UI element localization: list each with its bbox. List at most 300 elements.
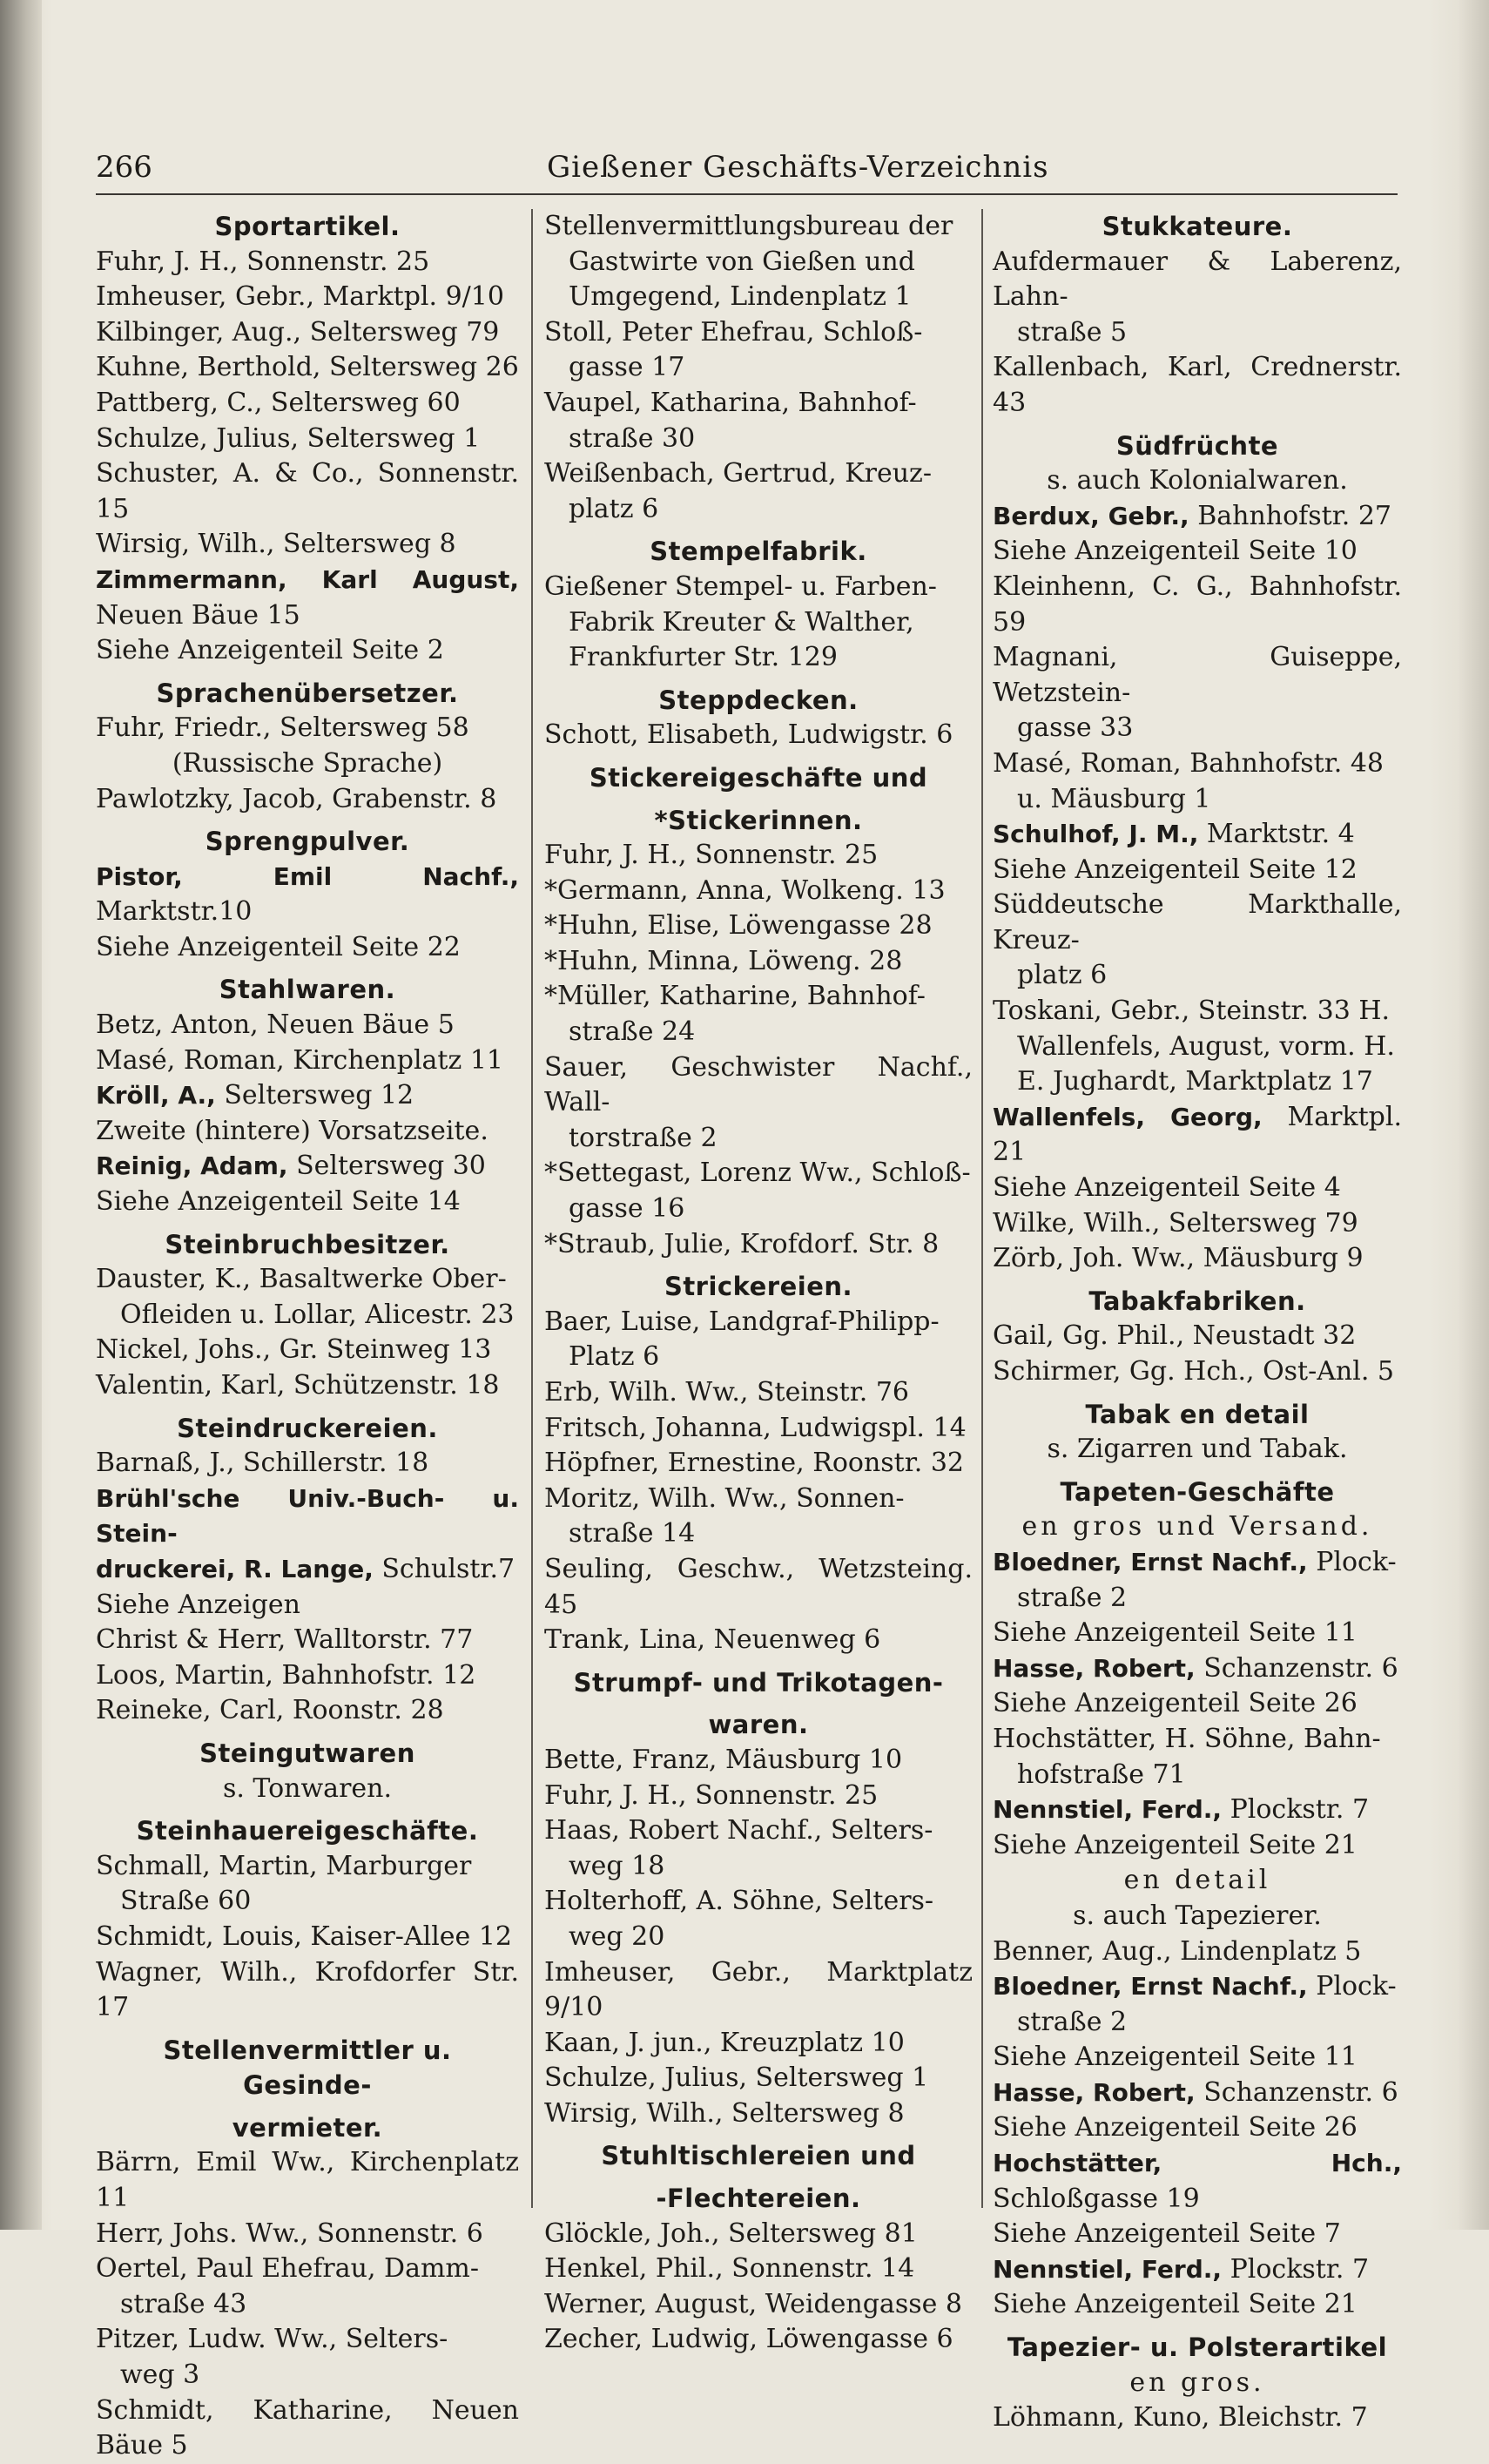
entry-text: Schott, Elisabeth, Ludwigstr. 6 xyxy=(544,719,953,751)
entry-text: Christ & Herr, Walltorstr. 77 xyxy=(96,1624,474,1656)
advert-reference: Siehe Anzeigenteil Seite 26 xyxy=(993,1688,1358,1719)
directory-entry xyxy=(993,1354,1402,1390)
entry-name-bold: Bloedner, Ernst Nachf., xyxy=(993,1547,1308,1576)
entry-line xyxy=(993,1969,1402,2005)
entry-text: Fuhr, J. H., Sonnenstr. 25 xyxy=(544,840,879,871)
advert-reference: Siehe Anzeigenteil Seite 11 xyxy=(993,1617,1358,1649)
directory-entry xyxy=(993,1319,1402,1354)
directory-entry xyxy=(993,1241,1402,1277)
entry-text: *Settegast, Lorenz Ww., Schloß- xyxy=(544,1158,971,1189)
directory-entry xyxy=(96,2217,519,2252)
entry-line xyxy=(993,1792,1402,1828)
directory-entry xyxy=(96,386,519,422)
section-heading: Stickereigeschäfte und xyxy=(589,762,928,793)
section-heading: Steingutwaren xyxy=(199,1738,415,1768)
entry-address: Bahnhofstr. 27 xyxy=(1197,500,1392,531)
entry-address: Seltersweg 12 xyxy=(224,1080,414,1111)
entry-text: Wirsig, Wilh., Seltersweg 8 xyxy=(544,2097,905,2129)
directory-entry xyxy=(544,2061,973,2096)
directory-entry xyxy=(96,350,519,386)
section-heading: Stellenvermittler u. Gesinde- xyxy=(163,2035,452,2101)
entry-line xyxy=(544,944,973,980)
entry-line xyxy=(96,782,519,818)
entry-line xyxy=(544,1156,973,1191)
entry-continuation: Frankfurter Str. 129 xyxy=(569,642,838,673)
section-note: (Russische Sprache) xyxy=(172,747,443,779)
entry-line xyxy=(96,711,519,746)
section-note: en gros. xyxy=(1129,2366,1265,2398)
directory-entry xyxy=(544,386,973,456)
section-heading: Steppdecken. xyxy=(658,685,859,715)
entry-continuation: gasse 16 xyxy=(569,1193,685,1225)
entry-name-bold: druckerei, R. Lange, xyxy=(96,1554,374,1583)
directory-entry xyxy=(96,1078,519,1114)
entry-name-bold: Zimmermann, Karl August, xyxy=(96,564,519,594)
entry-text: Fuhr, J. H., Sonnenstr. 25 xyxy=(544,1779,879,1811)
advert-reference: Siehe Anzeigenteil Seite 4 xyxy=(993,1172,1341,1204)
directory-entry xyxy=(96,1552,519,1588)
entry-line xyxy=(544,1446,973,1482)
directory-entry xyxy=(544,908,973,944)
entry-text: Schulze, Julius, Seltersweg 1 xyxy=(544,2062,929,2094)
entry-line xyxy=(544,1884,973,1920)
section-heading: Tapezier- u. Polsterartikel xyxy=(1007,2332,1388,2363)
entry-line xyxy=(544,718,973,753)
entry-continuation: Wallenfels, August, vorm. H. xyxy=(1017,1030,1395,1062)
directory-entry xyxy=(96,2145,519,2216)
directory-entry xyxy=(96,711,519,746)
entry-text: Gail, Gg. Phil., Neustadt 32 xyxy=(993,1320,1357,1352)
entry-text: Hochstätter, H. Söhne, Bahn- xyxy=(993,1723,1381,1754)
section-note: s. Tonwaren. xyxy=(222,1772,393,1804)
directory-entry xyxy=(96,2251,519,2322)
entry-line xyxy=(993,2400,1402,2436)
entry-name-bold: Hasse, Robert, xyxy=(993,1653,1196,1683)
entry-continuation: Fabrik Kreuter & Walther, xyxy=(569,606,914,638)
section-note: en detail xyxy=(1123,1865,1271,1896)
column-divider xyxy=(531,209,533,2208)
entry-line xyxy=(96,245,519,280)
advert-reference: Siehe Anzeigenteil Seite 14 xyxy=(96,1186,461,1218)
page-number: 266 xyxy=(96,150,152,185)
entry-address: Marktstr. 4 xyxy=(1206,819,1355,850)
entry-continuation: Ofleiden u. Lollar, Alicestr. 23 xyxy=(120,1299,515,1330)
directory-entry xyxy=(96,1849,519,1920)
entry-line xyxy=(993,817,1402,853)
entry-continuation: hofstraße 71 xyxy=(1017,1759,1186,1790)
directory-entry xyxy=(96,1920,519,1955)
directory-entry xyxy=(993,994,1402,1100)
section-heading: Sportartikel. xyxy=(214,212,401,241)
entry-line xyxy=(544,874,973,909)
column-divider xyxy=(981,209,983,2208)
directory-entry xyxy=(993,1100,1402,1171)
advert-reference: Siehe Anzeigenteil Seite 21 xyxy=(993,2289,1358,2320)
entry-line xyxy=(993,1206,1402,1242)
entry-text: Wilke, Wilh., Seltersweg 79 xyxy=(993,1207,1358,1239)
entry-line xyxy=(993,1354,1402,1390)
directory-entry xyxy=(544,2287,973,2323)
directory-entry xyxy=(544,2026,973,2062)
entry-line xyxy=(96,1078,519,1114)
entry-line xyxy=(96,563,519,633)
entry-text: Glöckle, Joh., Seltersweg 81 xyxy=(544,2218,918,2249)
entry-text: Sauer, Geschwister Nachf., Wall- xyxy=(544,1051,973,1118)
entry-line xyxy=(993,570,1402,640)
directory-entry xyxy=(544,1156,973,1226)
entry-continuation: straße 2 xyxy=(1017,2006,1128,2037)
directory-entry xyxy=(96,456,519,527)
entry-name-bold: Pistor, Emil Nachf., xyxy=(96,861,519,891)
directory-entry xyxy=(96,2393,519,2464)
directory-entry xyxy=(544,1227,973,1263)
directory-entry xyxy=(544,1375,973,1411)
directory-entry xyxy=(96,1149,519,1185)
entry-text: Kuhne, Berthold, Seltersweg 26 xyxy=(96,352,519,383)
directory-entry xyxy=(993,1651,1402,1687)
directory-entry xyxy=(993,1722,1402,1792)
entry-name-bold: Kröll, A., xyxy=(96,1081,216,1110)
entry-line xyxy=(544,456,973,492)
directory-entry xyxy=(993,746,1402,817)
entry-address: Plockstr. 7 xyxy=(1230,1794,1370,1826)
entry-line xyxy=(993,1545,1402,1581)
directory-entry xyxy=(96,2322,519,2393)
entry-text: Benner, Aug., Lindenplatz 5 xyxy=(993,1935,1362,1967)
directory-entry xyxy=(96,1446,519,1482)
section-heading: Stuhltischlereien und xyxy=(601,2141,916,2171)
entry-text: Barnaß, J., Schillerstr. 18 xyxy=(96,1448,429,1479)
entry-line xyxy=(544,1813,973,1849)
section-note: s. Zigarren und Tabak. xyxy=(1047,1434,1348,1465)
entry-text: Pawlotzky, Jacob, Grabenstr. 8 xyxy=(96,783,497,814)
column-2 xyxy=(544,209,973,2358)
entry-continuation: u. Mäusburg 1 xyxy=(1017,783,1211,814)
entry-text: Nickel, Johs., Gr. Steinweg 13 xyxy=(96,1334,492,1366)
entry-line xyxy=(993,640,1402,711)
entry-continuation: Gastwirte von Gießen und xyxy=(569,246,915,277)
advert-reference: Siehe Anzeigenteil Seite 10 xyxy=(993,536,1358,567)
entry-line xyxy=(993,746,1402,782)
book-gutter xyxy=(0,0,42,2230)
directory-entry xyxy=(544,2322,973,2358)
entry-line xyxy=(96,456,519,527)
entry-continuation: straße 24 xyxy=(569,1016,696,1048)
entry-line xyxy=(96,2145,519,2216)
entry-line xyxy=(544,570,973,605)
entry-line xyxy=(993,1100,1402,1171)
entry-text: Kilbinger, Aug., Seltersweg 79 xyxy=(96,316,500,348)
directory-entry xyxy=(544,874,973,909)
section-heading: Stahlwaren. xyxy=(219,975,396,1005)
section-heading: Strumpf- und Trikotagen- xyxy=(573,1667,944,1698)
directory-entry xyxy=(96,1693,519,1729)
directory-entry xyxy=(993,1206,1402,1242)
entry-text: Kallenbach, Karl, Crednerstr. 43 xyxy=(993,352,1402,418)
section-heading: -Flechtereien. xyxy=(656,2184,861,2214)
entry-address: Schulstr.7 xyxy=(381,1553,515,1584)
directory-entry xyxy=(96,1043,519,1079)
entry-line xyxy=(993,350,1402,421)
entry-name-bold: Nennstiel, Ferd., xyxy=(993,2254,1223,2284)
entry-line xyxy=(993,1722,1402,1758)
entry-line xyxy=(96,1552,519,1588)
directory-entry xyxy=(96,1262,519,1333)
section-heading: Tabakfabriken. xyxy=(1088,1286,1306,1316)
entry-text: Holterhoff, A. Söhne, Selters- xyxy=(544,1886,934,1917)
entry-text: Toskani, Gebr., Steinstr. 33 H. xyxy=(993,996,1391,1027)
entry-name-bold: Bloedner, Ernst Nachf., xyxy=(993,1972,1308,2002)
directory-entry xyxy=(993,2400,1402,2436)
entry-continuation: gasse 17 xyxy=(569,352,685,383)
directory-entry xyxy=(993,1969,1402,2040)
entry-line xyxy=(544,2061,973,2096)
directory-entry xyxy=(544,2251,973,2287)
directory-entry xyxy=(96,315,519,351)
entry-text: Kleinhenn, C. G., Bahnhofstr. 59 xyxy=(993,570,1402,638)
entry-line xyxy=(96,1149,519,1185)
directory-entry xyxy=(993,570,1402,640)
section-heading: Tabak en detail xyxy=(1085,1399,1310,1429)
entry-continuation: straße 2 xyxy=(1017,1582,1128,1613)
entry-text: Masé, Roman, Bahnhofstr. 48 xyxy=(993,747,1385,779)
section-note: s. auch Kolonialwaren. xyxy=(1047,465,1348,496)
directory-entry xyxy=(544,979,973,1050)
entry-line xyxy=(544,838,973,874)
entry-line xyxy=(544,979,973,1015)
entry-name-bold: Schulhof, J. M., xyxy=(993,820,1199,849)
entry-text: Trank, Lina, Neuenweg 6 xyxy=(544,1624,881,1656)
directory-entry xyxy=(993,499,1402,535)
directory-entry xyxy=(993,888,1402,994)
directory-entry xyxy=(96,1955,519,2026)
advert-reference: Siehe Anzeigenteil Seite 2 xyxy=(96,635,444,666)
entry-text: *Müller, Katharine, Bahnhof- xyxy=(544,981,926,1012)
advert-reference: Siehe Anzeigenteil Seite 21 xyxy=(993,1829,1358,1860)
entry-continuation: straße 14 xyxy=(569,1518,696,1549)
entry-text: Vaupel, Katharina, Bahnhof- xyxy=(544,387,917,418)
directory-entry xyxy=(993,1934,1402,1970)
directory-entry xyxy=(544,838,973,874)
directory-entry xyxy=(96,422,519,457)
entry-continuation: Straße 60 xyxy=(120,1886,252,1917)
directory-entry xyxy=(544,944,973,980)
directory-entry xyxy=(544,1779,973,1814)
entry-line xyxy=(96,2322,519,2358)
entry-text: *Huhn, Minna, Löweng. 28 xyxy=(544,945,903,976)
directory-entry xyxy=(544,2217,973,2252)
entry-address: Plock- xyxy=(1316,1971,1397,2002)
entry-text: Kaan, J. jun., Kreuzplatz 10 xyxy=(544,2027,905,2058)
entry-text: *Huhn, Elise, Löwengasse 28 xyxy=(544,910,933,942)
header-rule xyxy=(96,193,1398,195)
entry-line xyxy=(544,1623,973,1658)
section-heading: Sprengpulver. xyxy=(205,827,410,857)
entry-name-bold: Reinig, Adam, xyxy=(96,1151,288,1181)
entry-line xyxy=(544,2217,973,2252)
entry-address: Schanzenstr. 6 xyxy=(1203,1652,1398,1684)
entry-line xyxy=(544,1050,973,1121)
entry-line xyxy=(96,280,519,315)
entry-continuation: straße 43 xyxy=(120,2288,247,2319)
section-heading: Stukkateure. xyxy=(1102,212,1293,241)
entry-text: Löhmann, Kuno, Bleichstr. 7 xyxy=(993,2402,1368,2434)
directory-entry xyxy=(993,2252,1402,2288)
section-heading: Stempelfabrik. xyxy=(650,537,867,567)
directory-entry xyxy=(544,1743,973,1779)
directory-entry xyxy=(544,1884,973,1954)
entry-text: Erb, Wilh. Ww., Steinstr. 76 xyxy=(544,1377,909,1408)
section-heading: Südfrüchte xyxy=(1115,430,1279,461)
advert-reference: Siehe Anzeigenteil Seite 11 xyxy=(993,2042,1358,2073)
entry-text: Gießener Stempel- u. Farben- xyxy=(544,570,937,602)
entry-text: *Germann, Anna, Wolkeng. 13 xyxy=(544,874,946,906)
directory-entry xyxy=(96,1368,519,1404)
running-head: Gießener Geschäfts-Verzeichnis xyxy=(547,150,1049,185)
entry-line xyxy=(96,860,519,930)
entry-address: Plockstr. 7 xyxy=(1230,2253,1370,2285)
entry-name-bold: Hasse, Robert, xyxy=(993,2077,1196,2107)
entry-line xyxy=(544,1375,973,1411)
entry-line xyxy=(544,1227,973,1263)
directory-entry xyxy=(96,1482,519,1552)
entry-text: Fuhr, J. H., Sonnenstr. 25 xyxy=(96,246,430,277)
directory-entry xyxy=(544,1813,973,1884)
column-1 xyxy=(96,209,519,2464)
entry-name-bold: Brühl'sche Univ.-Buch- u. Stein- xyxy=(96,1483,519,1549)
entry-text: Valentin, Karl, Schützenstr. 18 xyxy=(96,1370,500,1401)
entry-line xyxy=(96,1623,519,1658)
entry-text: Weißenbach, Gertrud, Kreuz- xyxy=(544,458,932,489)
entry-line xyxy=(96,1008,519,1043)
entry-line xyxy=(544,2026,973,2062)
directory-entry xyxy=(993,2076,1402,2111)
entry-continuation: gasse 33 xyxy=(1017,712,1134,744)
section-heading: Steinhauereigeschäfte. xyxy=(136,1816,479,1846)
directory-entry xyxy=(993,2146,1402,2217)
entry-line xyxy=(96,350,519,386)
entry-text: Masé, Roman, Kirchenplatz 11 xyxy=(96,1044,504,1076)
entry-line xyxy=(544,908,973,944)
directory-entry xyxy=(993,817,1402,853)
entry-address: Neuen Bäue 15 xyxy=(96,599,300,631)
directory-entry xyxy=(96,1333,519,1368)
directory-entry xyxy=(96,527,519,563)
entry-continuation: weg 3 xyxy=(120,2359,200,2391)
directory-entry xyxy=(993,640,1402,746)
entry-text: Fritsch, Johanna, Ludwigspl. 14 xyxy=(544,1412,967,1443)
entry-line xyxy=(544,1955,973,2026)
entry-text: Bärrn, Emil Ww., Kirchenplatz 11 xyxy=(96,2147,519,2214)
directory-entry xyxy=(96,1008,519,1043)
entry-text: Pitzer, Ludw. Ww., Selters- xyxy=(96,2324,448,2355)
directory-entry xyxy=(544,1955,973,2026)
entry-line xyxy=(96,1368,519,1404)
entry-line xyxy=(96,1849,519,1885)
entry-address: Marktpl. 21 xyxy=(993,1101,1402,1168)
section-heading: Steinbruchbesitzer. xyxy=(165,1229,450,1259)
entry-continuation: platz 6 xyxy=(569,493,659,524)
entry-line xyxy=(96,422,519,457)
entry-line xyxy=(544,2096,973,2132)
entry-name-bold: Nennstiel, Ferd., xyxy=(993,1795,1223,1825)
entry-line xyxy=(544,315,973,351)
column-3 xyxy=(993,209,1402,2436)
entry-text: Bette, Franz, Mäusburg 10 xyxy=(544,1744,903,1775)
entry-text: Loos, Martin, Bahnhofstr. 12 xyxy=(96,1659,476,1691)
entry-address: Seltersweg 30 xyxy=(296,1151,486,1182)
entry-line xyxy=(96,1920,519,1955)
entry-line xyxy=(96,1482,519,1552)
entry-text: Stoll, Peter Ehefrau, Schloß- xyxy=(544,316,923,348)
entry-line xyxy=(96,1955,519,2026)
entry-line xyxy=(96,315,519,351)
directory-entry xyxy=(544,1411,973,1447)
entry-text: Henkel, Phil., Sonnenstr. 14 xyxy=(544,2253,915,2285)
entry-continuation: platz 6 xyxy=(1017,960,1108,991)
advert-reference: Zweite (hintere) Vorsatzseite. xyxy=(96,1115,488,1146)
entry-text: Baer, Luise, Landgraf-Philipp- xyxy=(544,1306,940,1337)
entry-line xyxy=(544,209,973,245)
entry-continuation: torstraße 2 xyxy=(569,1122,718,1153)
directory-entry xyxy=(544,1050,973,1157)
entry-continuation: E. Jughardt, Marktplatz 17 xyxy=(1017,1066,1373,1097)
entry-text: Seuling, Geschw., Wetzsteing. 45 xyxy=(544,1553,973,1620)
entry-line xyxy=(96,1043,519,1079)
entry-line xyxy=(96,1262,519,1298)
entry-line xyxy=(544,1743,973,1779)
entry-text: Werner, August, Weidengasse 8 xyxy=(544,2288,962,2319)
entry-name-bold: Berdux, Gebr., xyxy=(993,501,1189,530)
entry-text: Dauster, K., Basaltwerke Ober- xyxy=(96,1264,507,1295)
directory-entry xyxy=(993,1545,1402,1616)
directory-entry xyxy=(993,245,1402,351)
entry-line xyxy=(544,1552,973,1623)
entry-line xyxy=(544,1411,973,1447)
directory-entry xyxy=(96,860,519,930)
entry-text: Schmidt, Katharine, Neuen Bäue 5 xyxy=(96,2394,519,2461)
entry-text: Höpfner, Ernestine, Roonstr. 32 xyxy=(544,1448,965,1479)
entry-text: Zecher, Ludwig, Löwengasse 6 xyxy=(544,2324,953,2355)
page-header xyxy=(96,150,1393,193)
entry-line xyxy=(993,499,1402,535)
entry-line xyxy=(544,2287,973,2323)
entry-continuation: straße 30 xyxy=(569,422,696,454)
entry-line xyxy=(993,1651,1402,1687)
advert-reference: Siehe Anzeigenteil Seite 12 xyxy=(993,854,1358,885)
section-heading: Sprachenübersetzer. xyxy=(156,678,459,708)
entry-continuation: Platz 6 xyxy=(569,1341,660,1373)
entry-line xyxy=(993,1319,1402,1354)
entry-line xyxy=(96,2393,519,2464)
directory-entry xyxy=(993,1792,1402,1828)
entry-line xyxy=(993,245,1402,315)
directory-entry xyxy=(96,245,519,280)
directory-entry xyxy=(96,1623,519,1658)
entry-line xyxy=(96,386,519,422)
entry-name-bold: Wallenfels, Georg, xyxy=(993,1102,1263,1131)
section-heading: Strickereien. xyxy=(664,1272,853,1302)
entry-text: *Straub, Julie, Krofdorf. Str. 8 xyxy=(544,1228,940,1259)
directory-entry xyxy=(544,315,973,386)
entry-text: Herr, Johs. Ww., Sonnenstr. 6 xyxy=(96,2218,483,2249)
entry-line xyxy=(993,2252,1402,2288)
entry-text: Aufdermauer & Laberenz, Lahn- xyxy=(993,246,1402,313)
entry-line xyxy=(544,1305,973,1340)
entry-text: Imheuser, Gebr., Marktplatz 9/10 xyxy=(544,1956,973,2023)
entry-address: Schanzenstr. 6 xyxy=(1203,2076,1398,2108)
entry-text: Moritz, Wilh. Ww., Sonnen- xyxy=(544,1482,905,1514)
